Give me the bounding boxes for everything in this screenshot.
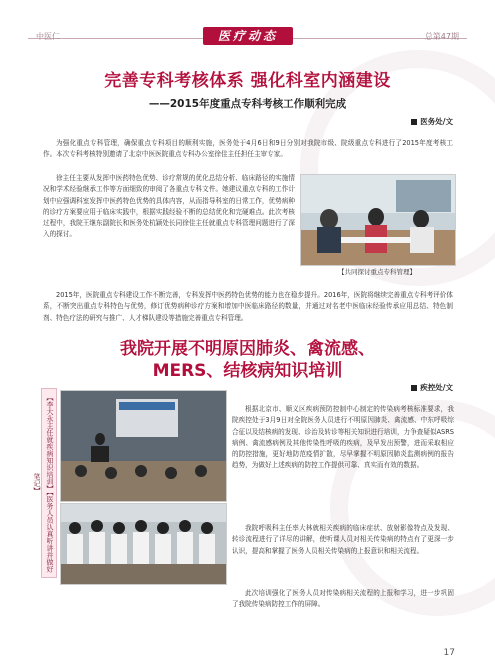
article1-paragraph: 徐主任主要从发挥中医药特色优势、诊疗常规的优化总结分析、临床路径的实施情况和学术经验继承工作等方面细致的审阅了各重点专科文件。她建议重点专科的工作计划中应强调科室发挥中医药特色优势的具体内容，从而指导科室的日常工作，优势病种的诊疗方案要应用于临床实践中，根据实践经验不断的总结优化和完硬难点。此次考核过程中，我院王继东副院长和医务处杭颖处长同徐佳主任就重点专科管理问题进行了深入的探讨。 — [43, 174, 295, 239]
audience-photo — [60, 503, 227, 585]
photo-caption: 【共同探讨重点专科管理】 — [338, 268, 416, 276]
meeting-photo — [300, 174, 456, 266]
page-number: 17 — [443, 648, 455, 658]
photo-sidebar-caption: 【李大永主任就疾病知识培训】【医务人员认真听讲并做好笔记】 — [41, 388, 57, 578]
article2-paragraph: 我院呼吸科主任率大林就相关疾病的临床症状、放射影像特点及发现、转诊流程进行了详尽的讲解，使听课人员对相关传染病的特点有了更深一步认识，提高和掌握了医务人员相关传染病的上报意识和相关流程。 — [232, 524, 454, 555]
square-bullet-icon — [411, 119, 417, 125]
journal-name: 中医仁 — [36, 32, 60, 41]
article1-byline: 医务处/文 — [411, 116, 453, 127]
article2-byline: 疾控处/文 — [411, 382, 453, 393]
section-banner: 医疗动态 — [203, 27, 293, 45]
square-bullet-icon — [411, 385, 417, 391]
lecture-photo — [60, 390, 227, 502]
article1-paragraph: 2015年，医院重点专科建设工作不断完善，专科发挥中医药特色优势的能力也在稳步提升。2016年，医院将继续完善重点专科考评价体系，不断突出重点专科特色与优势，修订优势病种诊疗方案和增加中医临床路径的数量，并通过对名老中医临床经验传承应用总结、特色制剂、特色疗法的研究与推广、人才梯队建设等措施完善重点专科管理。 — [43, 291, 453, 322]
article1-subtitle: ——2015年度重点专科考核工作顺利完成 — [148, 98, 347, 110]
article2-title: MERS、结核病知识培训 — [152, 361, 343, 381]
article1-paragraph: 为强化重点专科管理，确保重点专科项目的顺利实施，医务处于4月6日和9日分别对我院市级、院级重点专科进行了2015年度考核工作。本次专科考核特别邀请了北京中医医院重点专科办公室徐佳主任担任主审专家。 — [43, 139, 453, 159]
article2-paragraph: 根据北京市、顺义区疾病预防控制中心制定的传染病考核标准要求，我院疾控处于3月9日对全院医务人员进行不明原因肺炎、禽流感、中东呼吸综合征以及结核病的发现、诊治及转诊等相关知识进行培训，力争查疑似ASRS病例、禽流感病例及其他传染性呼吸的疾病，及早发出预警，进而采取相应的防控措施，更好地防范疫情扩散，尽早掌握不明原因肺炎监测病例的报告趋势，为做好上述疾病的防控工作提供可靠、真实而有效的数据。 — [232, 405, 454, 470]
article1-title: 完善专科考核体系 强化科室内涵建设 — [104, 71, 391, 91]
article2-title: 我院开展不明原因肺炎、禽流感、 — [120, 339, 375, 359]
issue-number: 总第47期 — [424, 32, 459, 41]
page-header — [0, 0, 495, 48]
article2-paragraph: 此次培训强化了医务人员对传染病相关流程的上报和学习，进一步巩固了我院传染病防控工作的屏障。 — [232, 589, 454, 609]
